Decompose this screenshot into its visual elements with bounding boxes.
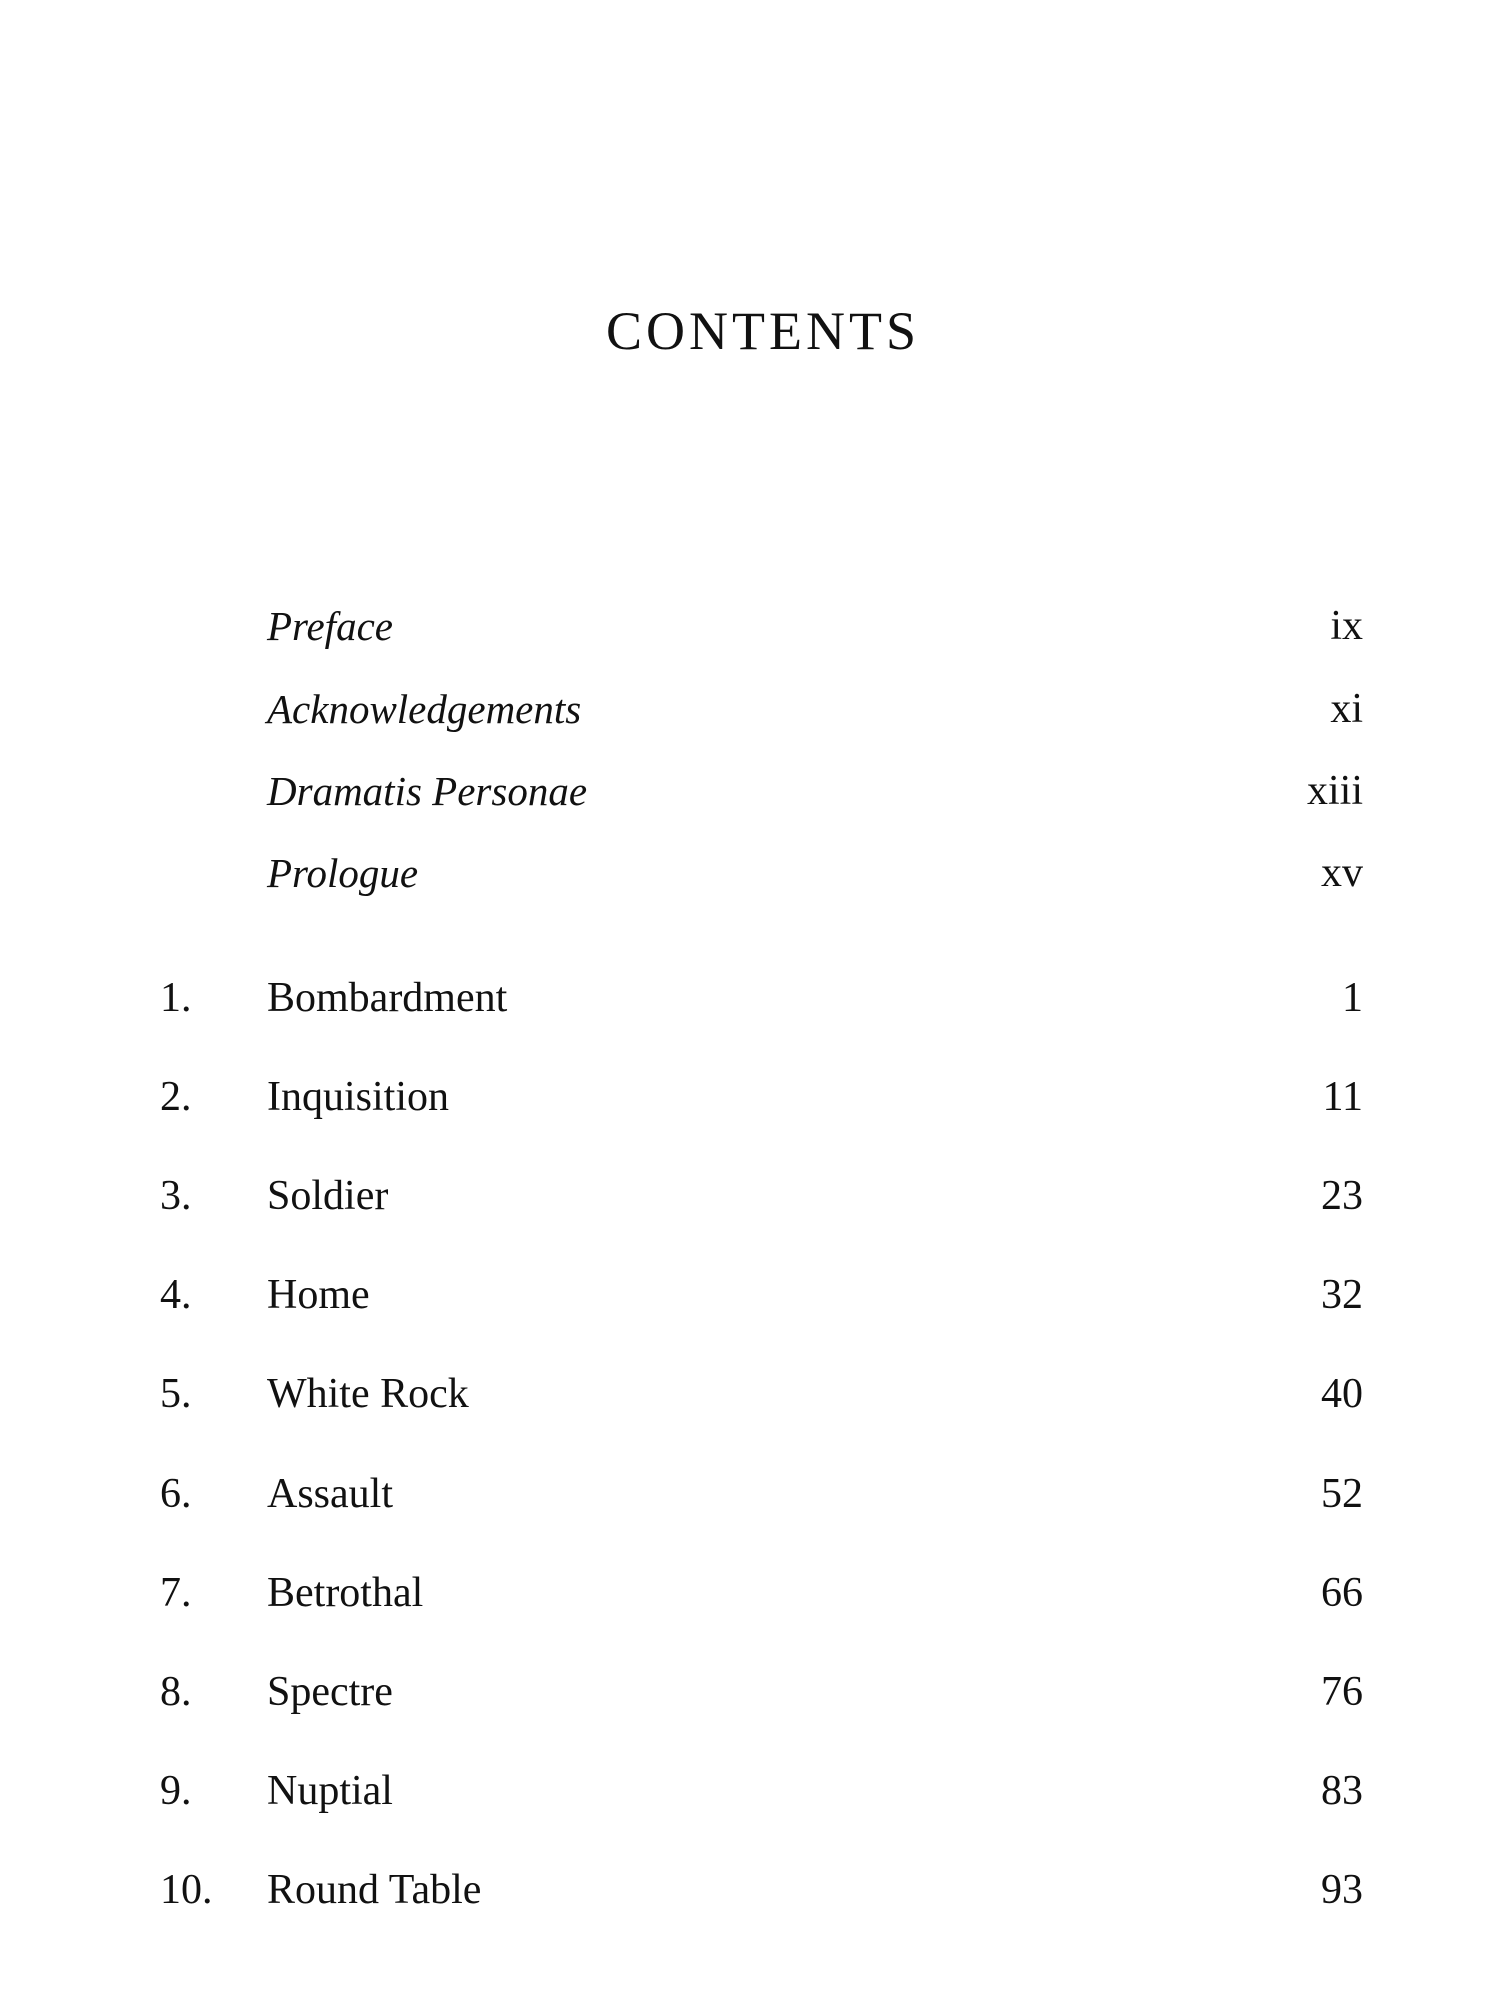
entry-title: Dramatis Personae: [267, 768, 588, 814]
entry-title: Round Table: [267, 1866, 482, 1913]
entry-title: Bombardment: [267, 975, 508, 1021]
entry-page: 83: [1321, 1767, 1363, 1814]
entry-title: Acknowledgements: [267, 686, 582, 732]
entry-title: White Rock: [267, 1371, 469, 1418]
toc-entry-chapter: [0, 1464, 1500, 1524]
toc-entry-chapter: [0, 1860, 1500, 1920]
entry-page: 1: [1342, 975, 1363, 1021]
entry-page: 66: [1321, 1569, 1363, 1616]
chapter-number: 3.: [160, 1173, 192, 1220]
chapter-number: 10.: [160, 1866, 213, 1913]
toc-entry-chapter: [0, 968, 1500, 1028]
chapter-number: 7.: [160, 1569, 192, 1616]
entry-title: Inquisition: [267, 1074, 450, 1121]
entry-page: 11: [1322, 1074, 1363, 1121]
toc-entry-front-matter: [0, 761, 1500, 821]
chapter-number: 2.: [160, 1074, 192, 1121]
page-title: CONTENTS: [606, 301, 920, 361]
toc-entry-front-matter: [0, 843, 1500, 903]
entry-page: ix: [1330, 603, 1363, 649]
toc-entry-front-matter: [0, 679, 1500, 739]
entry-page: 32: [1321, 1272, 1363, 1319]
toc-entry-chapter: [0, 1067, 1500, 1127]
entry-page: xi: [1330, 686, 1363, 732]
entry-page: 76: [1321, 1668, 1363, 1715]
entry-title: Spectre: [267, 1668, 393, 1715]
chapter-number: 6.: [160, 1470, 192, 1517]
entry-page: 40: [1321, 1371, 1363, 1418]
entry-title: Nuptial: [267, 1767, 393, 1814]
entry-title: Home: [267, 1272, 370, 1319]
chapter-number: 4.: [160, 1272, 192, 1319]
toc-entry-front-matter: [0, 596, 1500, 656]
entry-page: xiii: [1306, 768, 1363, 814]
entry-page: 52: [1321, 1470, 1363, 1517]
toc-entry-chapter: [0, 1563, 1500, 1623]
toc-entry-chapter: [0, 1364, 1500, 1424]
toc-entry-chapter: [0, 1166, 1500, 1226]
entry-title: Betrothal: [267, 1569, 424, 1616]
entry-title: Preface: [267, 603, 393, 649]
entry-page: xv: [1321, 850, 1363, 896]
chapter-number: 9.: [160, 1767, 192, 1814]
entry-title: Soldier: [267, 1173, 389, 1220]
toc-entry-chapter: [0, 1265, 1500, 1325]
entry-title: Prologue: [267, 850, 419, 896]
chapter-number: 5.: [160, 1371, 192, 1418]
entry-page: 93: [1321, 1866, 1363, 1913]
entry-page: 23: [1321, 1173, 1363, 1220]
entry-title: Assault: [267, 1470, 393, 1517]
toc-entry-chapter: [0, 1662, 1500, 1722]
chapter-number: 1.: [160, 975, 192, 1021]
chapter-number: 8.: [160, 1668, 192, 1715]
toc-entry-chapter: [0, 1761, 1500, 1821]
